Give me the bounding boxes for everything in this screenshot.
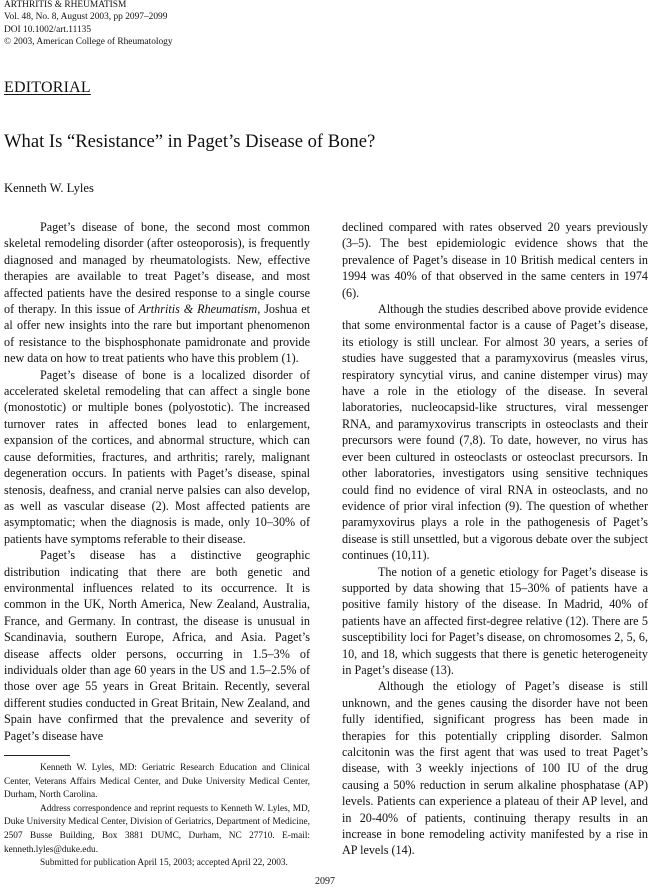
right-column bbox=[342, 219, 648, 859]
doi: DOI 10.1002/art.11135 bbox=[4, 24, 92, 35]
journal-header bbox=[4, 0, 173, 49]
paragraph: Although the etiology of Paget’s disease is still unknown, and the genes causing the disorder have not been fully identified, significant progress has been made in therapies for this potentially crippling disorder. Salmon calcitonin was the first agent that was used to treat Paget’s disease, with 3 weekly injections of 100 IU of the drug causing a 50% reduction in serum alkaline phosphatase (AP) levels. Patients can experience a plateau of their AP level, and in 20-40% of patients, continuing therapy results in an increase in bone remodeling activity manifested by a rise in AP levels (14). bbox=[342, 679, 648, 858]
paragraph: Although the studies described above provide evidence that some environmental factor is a cause of Paget’s disease, its etiology is still unclear. For almost 30 years, a series of studies have suggested that a paramyxovirus (measles virus, respiratory syncytial virus, and canine distemper virus) may have a role in the etiology of the disease. In several laboratories, nucleocapsid-like structures, viral messenger RNA, and paramyxovirus transcripts in osteoclasts and their precursors were found (7,8). To date, however, no virus has ever been cultured in osteoclasts or osteoclast precursors. In other laboratories, investigators using sensitive techniques could find no evidence of viral RNA in osteoclasts, and no evidence of prior viral infection (9). The question of whether paramyxovirus plays a role in the pathogenesis of Paget’s disease is still unsettled, but a vigorous debate over the subject continues (10,11). bbox=[342, 302, 648, 563]
footnote-divider bbox=[4, 755, 70, 756]
article-title: What Is “Resistance” in Paget’s Disease of Bone? bbox=[4, 131, 376, 152]
volume-issue-line: Vol. 48, No. 8, August 2003, pp 2097–2099 bbox=[4, 12, 168, 23]
author-name: Kenneth W. Lyles bbox=[4, 181, 94, 195]
section-label: EDITORIAL bbox=[4, 79, 91, 96]
journal-name: ARTHRITIS & RHEUMATISM bbox=[4, 0, 127, 10]
footnote-correspondence: Address correspondence and reprint requests to Kenneth W. Lyles, MD, Duke University Medical Center, Division of Geriatrics, Department of Medicine, 2507 Busse Building, Box 3881 DUMC, Durham, NC 27710. E-mail: kenneth.lyles@duke.edu. bbox=[4, 803, 310, 855]
paragraph: The notion of a genetic etiology for Paget’s disease is supported by data showing that 15–30% of patients have a positive family history of the disease. In Madrid, 40% of patients have an affected first-degree relative (12). There are 5 susceptibility loci for Paget’s disease, on chromosomes 2, 5, 6, 10, and 18, which suggests that there is genetic heterogeneity in Paget’s disease (13). bbox=[342, 564, 648, 677]
page-number: 2097 bbox=[315, 876, 335, 887]
footnote-affiliation: Kenneth W. Lyles, MD: Geriatric Research Education and Clinical Center, Veterans Affairs Medical Center, and Duke University Medical Center, Durham, North Carolina. bbox=[4, 763, 310, 801]
paragraph bbox=[4, 219, 310, 367]
footnotes bbox=[4, 762, 310, 871]
journal-title-italic: Arthritis & Rheumatism bbox=[138, 302, 258, 317]
paragraph: Paget’s disease has a distinctive geographic distribution indicating that there are both genetic and environmental influences related to its occurrence. It is common in the UK, North America, New Zealand, Australia, France, and Germany. In contrast, the disease is unusual in Scandinavia, southern Europe, Africa, and Asia. Paget’s disease affects older persons, occurring in 1.5–3% of individuals older than age 60 years in the US and 1.5–2.5% of those over age 55 years in Great Britain. Recently, several different studies conducted in Great Britain, New Zealand, and Spain have confirmed that the prevalence and severity of Paget’s disease have bbox=[4, 548, 310, 743]
copyright-line: © 2003, American College of Rheumatology bbox=[4, 37, 173, 48]
footnote-dates: Submitted for publication April 15, 2003; accepted April 22, 2003. bbox=[40, 858, 288, 869]
text-run: Paget’s disease of bone, the second most common skeletal remodeling disorder (after osteoporosis), is frequently diagnosed and managed by rheumatologists. New, effective therapies are available to treat Paget’s disease, and most affected patients have the desired response to a single course of therapy. In this issue of bbox=[4, 220, 310, 317]
text-run: , Joshua et al offer new insights into the rare but important phenomenon of resistance to the bisphosphonate pamidronate and provide new data on how to treat patients who have this problem (1). bbox=[4, 302, 310, 366]
paragraph: declined compared with rates observed 20 years previously (3–5). The best epidemiologic evidence shows that the prevalence of Paget’s disease in 10 British medical centers in 1994 was 40% of that observed in the same centers in 1974 (6). bbox=[342, 220, 648, 300]
left-column bbox=[4, 219, 310, 744]
paragraph: Paget’s disease of bone is a localized disorder of accelerated skeletal remodeling that can affect a single bone (monostotic) or multiple bones (polyostotic). The increased turnover rates in affected bones lead to enlargement, expansion of the cortices, and abnormal structure, which can cause deformities, fractures, and arthritis; rarely, malignant degeneration occurs. In patients with Paget’s disease, spinal stenosis, deafness, and cranial nerve palsies can also develop, as well as vascular disease (2). Most affected patients are asymptomatic; when the diagnosis is made, only 10–30% of patients have symptoms referable to their disease. bbox=[4, 367, 310, 546]
